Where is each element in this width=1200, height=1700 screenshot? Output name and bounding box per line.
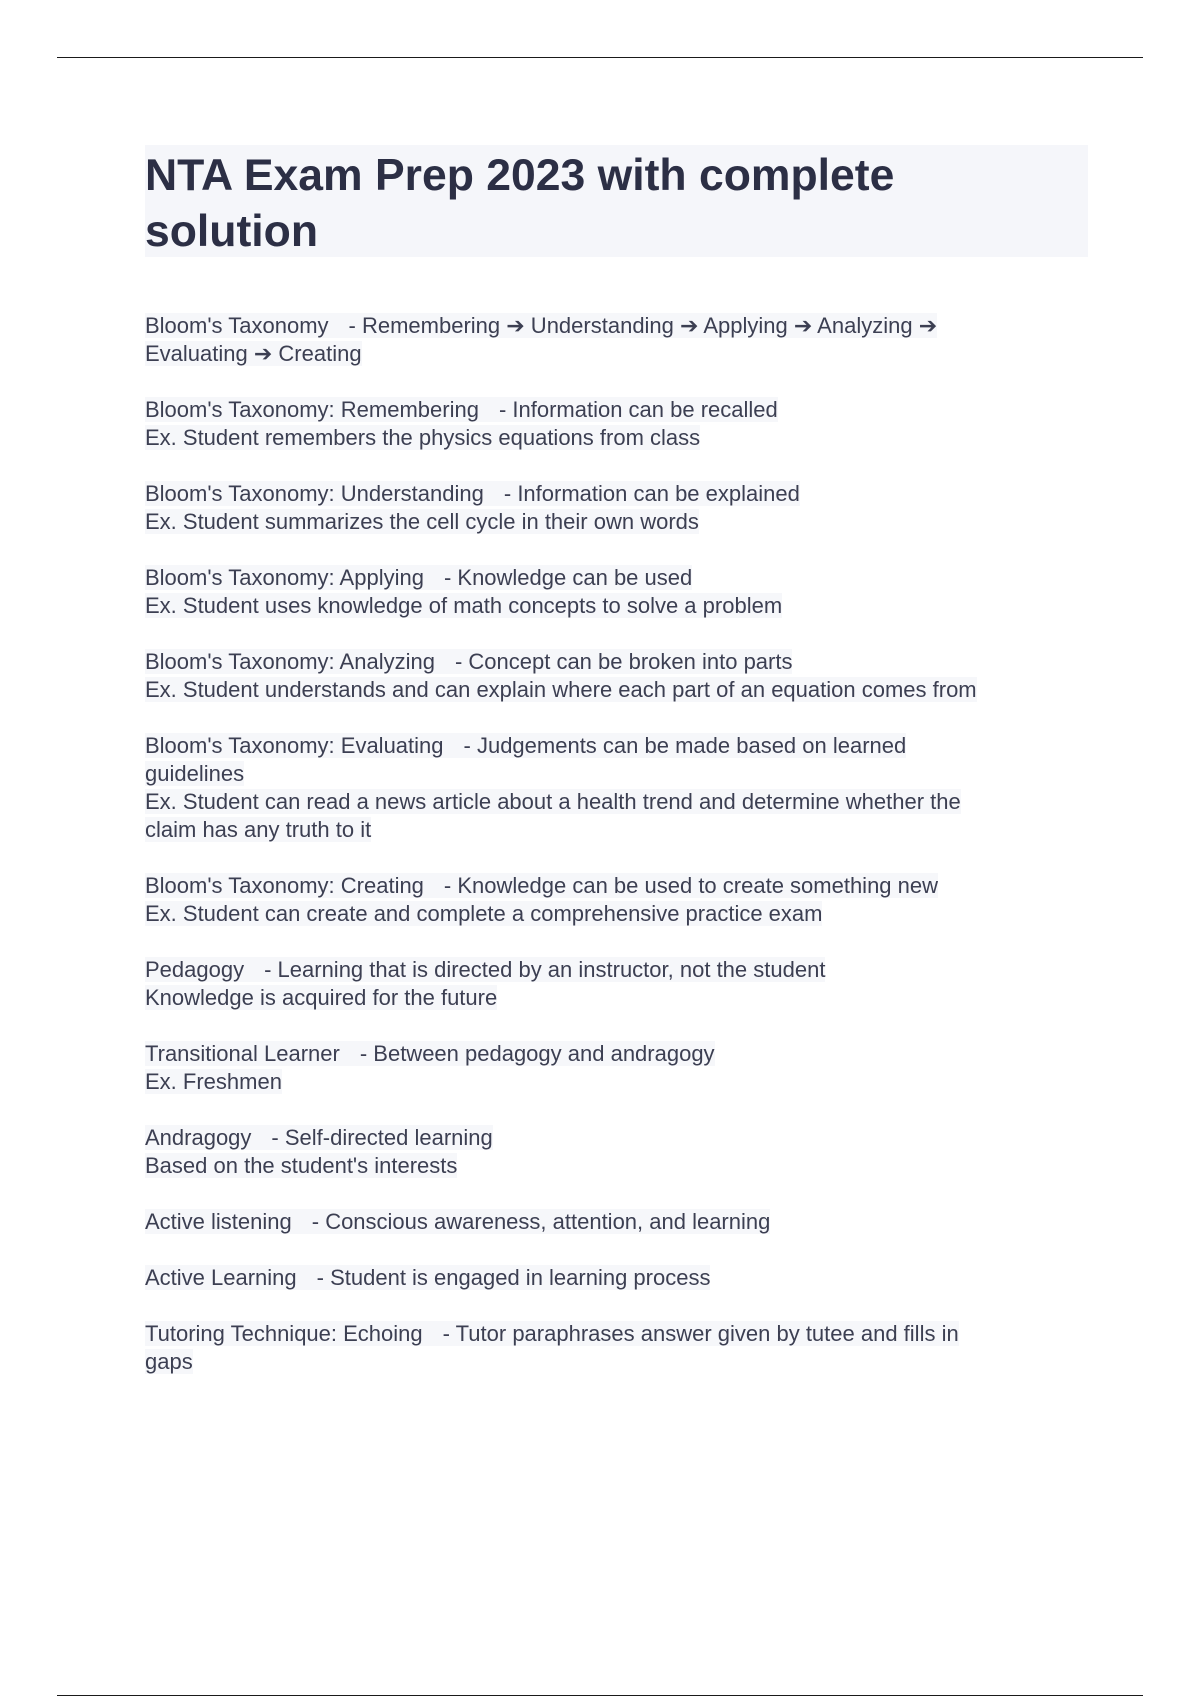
entry-line-text — [145, 481, 800, 506]
entry-line-text — [145, 509, 699, 534]
entry-line — [145, 312, 1085, 340]
entry-line-text — [145, 901, 822, 926]
entry-line-text — [145, 649, 792, 674]
flashcard-entry — [145, 1264, 1085, 1292]
entry-line — [145, 676, 1085, 704]
flashcard-entry — [145, 648, 1085, 704]
flashcard-entry — [145, 872, 1085, 928]
entry-term: Bloom's Taxonomy: Understanding — [145, 481, 484, 506]
flashcard-entry — [145, 396, 1085, 452]
entry-line — [145, 396, 1085, 424]
entry-definition: - Student is engaged in learning process — [316, 1265, 711, 1290]
entry-definition: - Knowledge can be used — [443, 565, 693, 590]
entry-line — [145, 648, 1085, 676]
flashcard-entry — [145, 1208, 1085, 1236]
entry-line-text — [145, 1209, 770, 1234]
entry-line-text — [145, 313, 937, 338]
entry-definition: - Remembering ➔ Understanding ➔ Applying ➔ Analyzing ➔ — [348, 313, 938, 338]
entry-line — [145, 340, 1085, 368]
entry-definition: Ex. Student summarizes the cell cycle in their own words — [145, 509, 699, 534]
entry-line — [145, 732, 1085, 760]
title-line-1: NTA Exam Prep 2023 with complete — [145, 151, 895, 200]
entry-line-text — [145, 761, 244, 786]
entry-definition: - Conscious awareness, attention, and learning — [311, 1209, 771, 1234]
entry-line-text — [145, 873, 938, 898]
flashcard-entry — [145, 1320, 1085, 1376]
entry-term: Active listening — [145, 1209, 292, 1234]
entry-definition: Evaluating ➔ Creating — [145, 341, 362, 366]
entry-line — [145, 900, 1085, 928]
flashcard-entry — [145, 1124, 1085, 1180]
entry-definition: - Learning that is directed by an instructor, not the student — [264, 957, 826, 982]
entry-definition: - Self-directed learning — [271, 1125, 493, 1150]
flashcard-list — [145, 312, 1085, 1404]
entry-definition: Ex. Student remembers the physics equations from class — [145, 425, 701, 450]
entry-line — [145, 1320, 1085, 1348]
title-block — [145, 145, 1088, 257]
entry-definition: claim has any truth to it — [145, 817, 372, 842]
entry-line-text — [145, 1265, 710, 1290]
entry-line — [145, 592, 1085, 620]
entry-term: Bloom's Taxonomy: Evaluating — [145, 733, 444, 758]
entry-term: Pedagogy — [145, 957, 245, 982]
entry-definition: - Knowledge can be used to create something new — [443, 873, 939, 898]
entry-line — [145, 872, 1085, 900]
entry-line-text — [145, 425, 700, 450]
entry-line-text — [145, 789, 961, 814]
entry-definition: - Tutor paraphrases answer given by tutee and fills in — [442, 1321, 959, 1346]
entry-term: Andragogy — [145, 1125, 252, 1150]
entry-line — [145, 1348, 1085, 1376]
entry-line-text — [145, 1321, 959, 1346]
top-divider — [57, 57, 1143, 58]
entry-line-text — [145, 985, 497, 1010]
entry-line — [145, 1208, 1085, 1236]
entry-term: Bloom's Taxonomy — [145, 313, 329, 338]
entry-line — [145, 816, 1085, 844]
entry-line — [145, 1068, 1085, 1096]
entry-line-text — [145, 593, 782, 618]
title-line-2: solution — [145, 207, 319, 256]
entry-line — [145, 984, 1085, 1012]
entry-definition: guidelines — [145, 761, 245, 786]
entry-definition: Ex. Student can read a news article about a health trend and determine whether the — [145, 789, 961, 814]
entry-line — [145, 788, 1085, 816]
entry-line-text — [145, 1069, 282, 1094]
flashcard-entry — [145, 956, 1085, 1012]
entry-definition: - Concept can be broken into parts — [454, 649, 793, 674]
bottom-divider — [57, 1695, 1143, 1696]
entry-term: Bloom's Taxonomy: Analyzing — [145, 649, 435, 674]
entry-line-text — [145, 1125, 493, 1150]
entry-definition: Ex. Student uses knowledge of math concepts to solve a problem — [145, 593, 783, 618]
flashcard-entry — [145, 564, 1085, 620]
entry-line-text — [145, 1041, 715, 1066]
entry-line-text — [145, 1153, 457, 1178]
entry-line-text — [145, 677, 977, 702]
entry-line — [145, 564, 1085, 592]
entry-line-text — [145, 397, 778, 422]
entry-term: Tutoring Technique: Echoing — [145, 1321, 423, 1346]
entry-line — [145, 1124, 1085, 1152]
entry-line-text — [145, 957, 825, 982]
entry-definition: - Between pedagogy and andragogy — [359, 1041, 715, 1066]
entry-line — [145, 760, 1085, 788]
entry-line-text — [145, 565, 692, 590]
entry-line — [145, 1264, 1085, 1292]
entry-definition: - Information can be explained — [503, 481, 800, 506]
entry-line — [145, 424, 1085, 452]
entry-line — [145, 508, 1085, 536]
entry-term: Active Learning — [145, 1265, 297, 1290]
entry-line — [145, 1040, 1085, 1068]
entry-definition: Ex. Student understands and can explain where each part of an equation comes from — [145, 677, 977, 702]
entry-definition: gaps — [145, 1349, 193, 1374]
entry-definition: - Judgements can be made based on learned — [463, 733, 907, 758]
entry-line — [145, 480, 1085, 508]
entry-line — [145, 956, 1085, 984]
entry-definition: Ex. Freshmen — [145, 1069, 282, 1094]
flashcard-entry — [145, 732, 1085, 844]
page-title — [145, 145, 1088, 260]
entry-definition: Knowledge is acquired for the future — [145, 985, 498, 1010]
entry-definition: - Information can be recalled — [498, 397, 778, 422]
entry-term: Transitional Learner — [145, 1041, 340, 1066]
entry-line — [145, 1152, 1085, 1180]
entry-line-text — [145, 817, 371, 842]
flashcard-entry — [145, 480, 1085, 536]
entry-term: Bloom's Taxonomy: Creating — [145, 873, 424, 898]
entry-line-text — [145, 1349, 193, 1374]
entry-term: Bloom's Taxonomy: Applying — [145, 565, 424, 590]
entry-line-text — [145, 341, 362, 366]
entry-definition: Ex. Student can create and complete a comprehensive practice exam — [145, 901, 823, 926]
entry-definition: Based on the student's interests — [145, 1153, 458, 1178]
flashcard-entry — [145, 312, 1085, 368]
entry-term: Bloom's Taxonomy: Remembering — [145, 397, 479, 422]
flashcard-entry — [145, 1040, 1085, 1096]
entry-line-text — [145, 733, 906, 758]
